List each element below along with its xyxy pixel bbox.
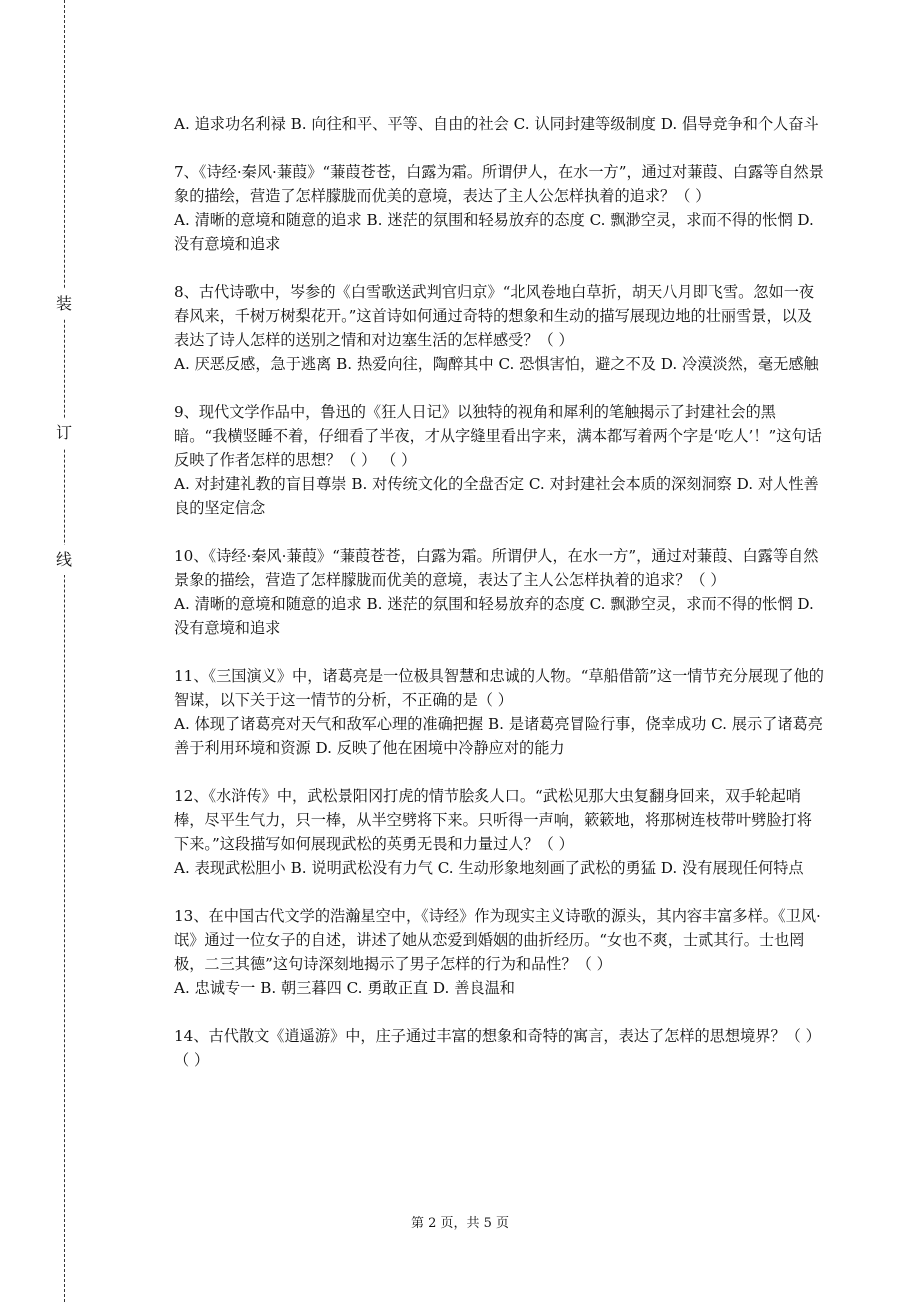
question-options: A. 忠诚专一 B. 朝三暮四 C. 勇敢正直 D. 善良温和 — [174, 979, 515, 997]
question-11 — [174, 664, 824, 760]
question-options: A. 清晰的意境和随意的追求 B. 迷茫的氛围和轻易放弃的态度 C. 飘渺空灵，求而不得的怅惘 D. 没有意境和追求 — [174, 595, 814, 637]
page-footer: 第 2 页，共 5 页 — [410, 1216, 510, 1231]
question-14 — [174, 1024, 824, 1072]
binding-char-ding: 订 — [53, 418, 75, 448]
question-text: 11、《三国演义》中，诸葛亮是一位极具智慧和忠诚的人物。“草船借箭”这一情节充分展现了他的智谋，以下关于这一情节的分析，不正确的是（ ） — [174, 667, 824, 709]
binding-char-xian: 线 — [53, 545, 75, 575]
question-8 — [174, 280, 824, 376]
question-text: 7、《诗经·秦风·蒹葭》“蒹葭苍苍，白露为霜。所谓伊人，在水一方”，通过对蒹葭、白露等自然景象的描绘，营造了怎样朦胧而优美的意境，表达了主人公怎样执着的追求？（ ） — [174, 163, 824, 205]
question-text: 8、古代诗歌中，岑参的《白雪歌送武判官归京》“北风卷地白草折，胡天八月即飞雪。忽如一夜春风来，千树万树梨花开。”这首诗如何通过奇特的想象和生动的描写展现边地的壮丽雪景，以及表达了诗人怎样的送别之情和对边塞生活的怎样感受？（ ） — [174, 283, 815, 349]
question-options: A. 体现了诸葛亮对天气和敌军心理的准确把握 B. 是诸葛亮冒险行事，侥幸成功 C. 展示了诸葛亮善于利用环境和资源 D. 反映了他在困境中冷静应对的能力 — [174, 715, 823, 757]
question-text: 12、《水浒传》中，武松景阳冈打虎的情节脍炙人口。“武松见那大虫复翻身回来，双手轮起哨棒，尽平生气力，只一棒，从半空劈将下来。只听得一声响，簌簌地，将那树连枝带叶劈脸打将下来。”这段描写如何展现武松的英勇无畏和力量过人？（ ） — [174, 787, 812, 853]
question-options: A. 表现武松胆小 B. 说明武松没有力气 C. 生动形象地刻画了武松的勇猛 D. 没有展现任何特点 — [174, 859, 804, 877]
question-12 — [174, 784, 824, 880]
question-text: 13、在中国古代文学的浩瀚星空中，《诗经》作为现实主义诗歌的源头，其内容丰富多样。《卫风·氓》通过一位女子的自述，讲述了她从恋爱到婚姻的曲折经历。“女也不爽，士贰其行。士也罔极，二三其德”这句诗深刻地揭示了男子怎样的行为和品性？（ ） — [174, 907, 821, 973]
question-text: 14、古代散文《逍遥游》中，庄子通过丰富的想象和奇特的寓言，表达了怎样的思想境界？（ ） （ ） — [174, 1027, 821, 1069]
question-10 — [174, 544, 824, 640]
question-options: A. 厌恶反感，急于逃离 B. 热爱向往，陶醉其中 C. 恐惧害怕，避之不及 D. 冷漠淡然，毫无感触 — [174, 355, 819, 373]
question-13 — [174, 904, 824, 1000]
binding-char-zhuang: 装 — [53, 289, 75, 319]
question-9 — [174, 400, 824, 520]
question-list — [174, 112, 824, 1096]
question-7 — [174, 160, 824, 256]
question-text: 9、现代文学作品中，鲁迅的《狂人日记》以独特的视角和犀利的笔触揭示了封建社会的黑暗。“我横竖睡不着，仔细看了半夜，才从字缝里看出字来，满本都写着两个字是‘吃人’！”这句话反映了作者怎样的思想？（ ） （ ） — [174, 403, 822, 469]
question-options: A. 追求功名利禄 B. 向往和平、平等、自由的社会 C. 认同封建等级制度 D. 倡导竞争和个人奋斗 — [174, 115, 819, 133]
binding-dashed-line — [64, 0, 65, 1302]
question-6-continued — [174, 112, 824, 136]
question-text: 10、《诗经·秦风·蒹葭》“蒹葭苍苍，白露为霜。所谓伊人，在水一方”，通过对蒹葭、白露等自然景象的描绘，营造了怎样朦胧而优美的意境，表达了主人公怎样执着的追求？（ ） — [174, 547, 819, 589]
question-options: A. 对封建礼教的盲目尊崇 B. 对传统文化的全盘否定 C. 对封建社会本质的深刻洞察 D. 对人性善良的坚定信念 — [174, 475, 819, 517]
question-options: A. 清晰的意境和随意的追求 B. 迷茫的氛围和轻易放弃的态度 C. 飘渺空灵，求而不得的怅惘 D. 没有意境和追求 — [174, 211, 814, 253]
